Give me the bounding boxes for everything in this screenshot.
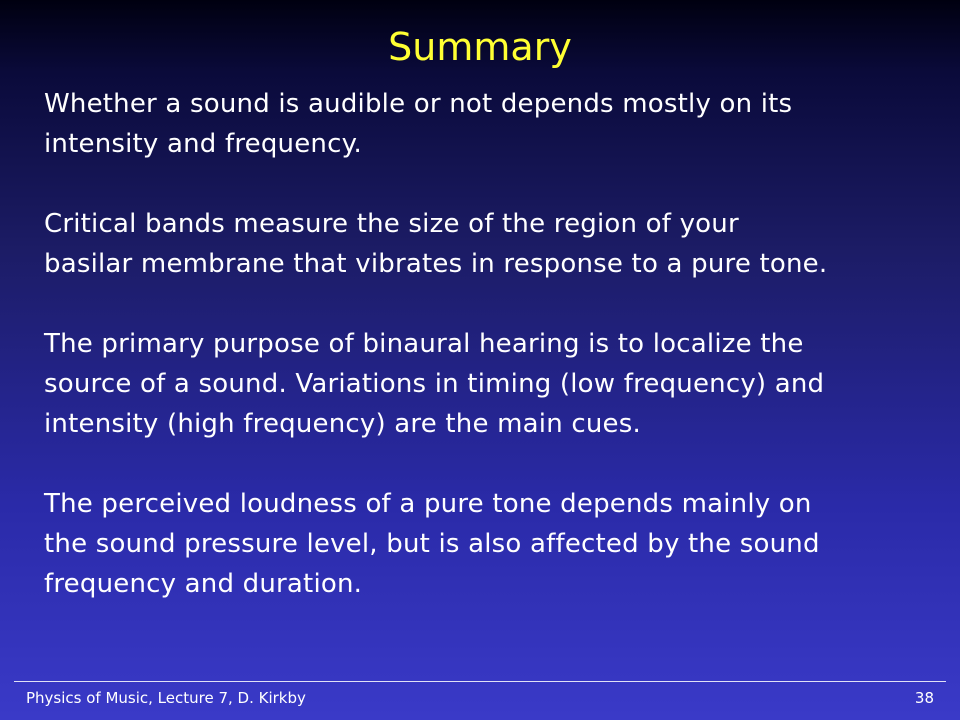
summary-paragraph-critical-bands: Critical bands measure the size of the region of your basilar membrane that vibrates in response to a pure tone. <box>44 209 828 279</box>
footer-course-info: Physics of Music, Lecture 7, D. Kirkby <box>26 689 306 707</box>
summary-paragraph-audibility: Whether a sound is audible or not depends mostly on its intensity and frequency. <box>44 89 793 159</box>
summary-paragraph-loudness: The perceived loudness of a pure tone depends mainly on the sound pressure level, but is also affected by the sound frequency and duration. <box>44 489 820 599</box>
footer-page-number: 38 <box>914 689 934 707</box>
summary-paragraph-binaural-hearing: The primary purpose of binaural hearing is to localize the source of a sound. Variations in timing (low frequency) and intensity (high frequency) are the main cues. <box>44 329 825 439</box>
footer-divider <box>14 681 946 682</box>
slide-body <box>44 84 924 644</box>
slide-title: Summary <box>388 25 572 69</box>
